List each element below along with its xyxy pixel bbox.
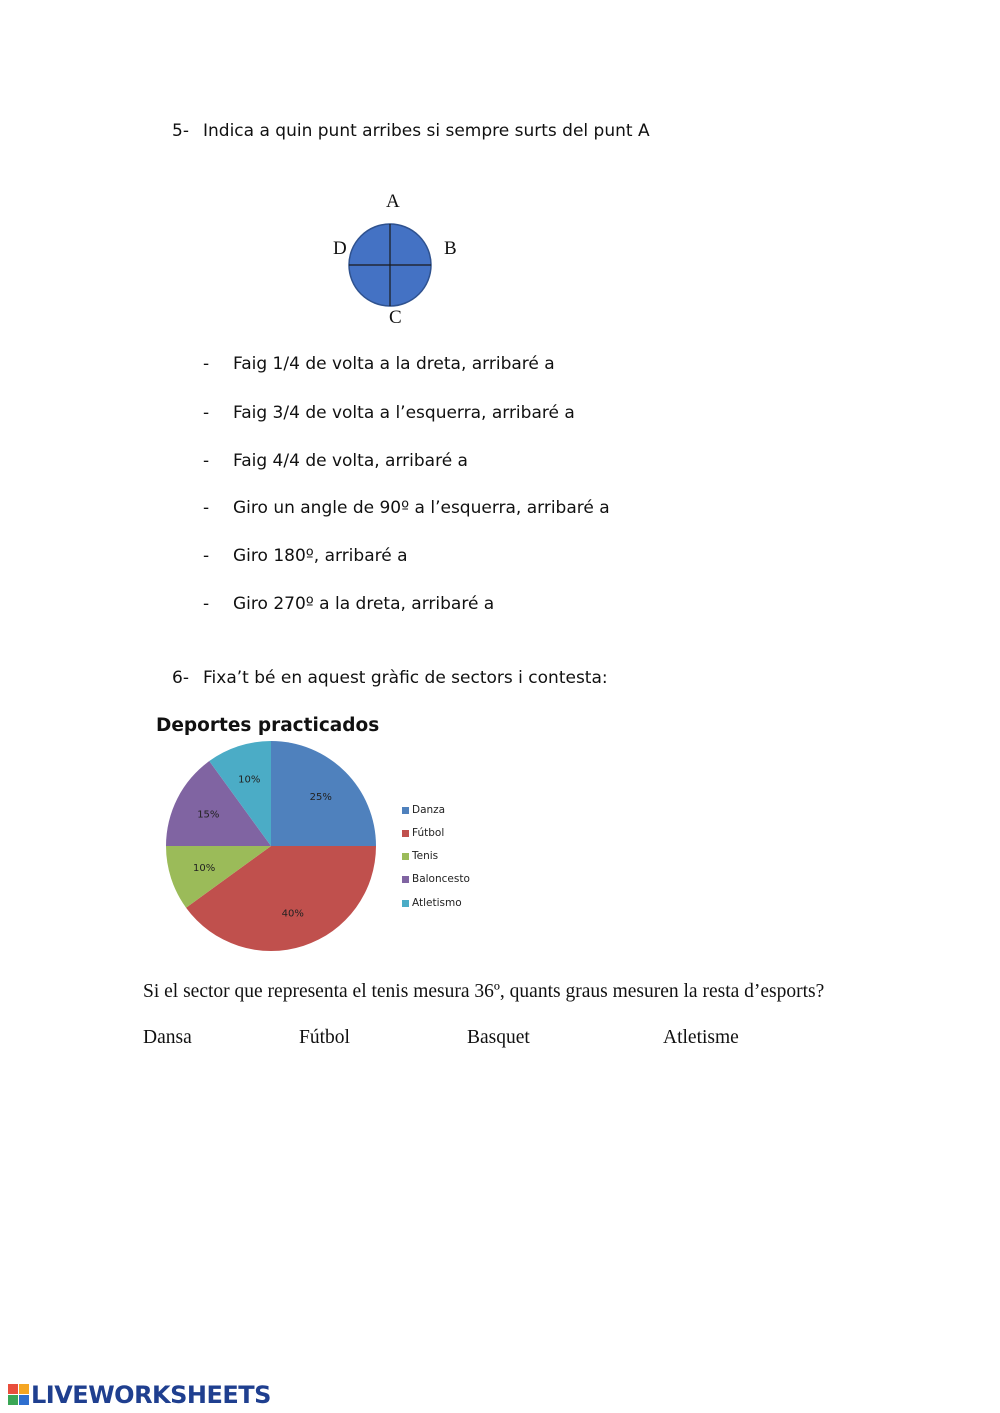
point-c-label: C	[389, 307, 402, 328]
legend-swatch	[402, 853, 409, 860]
list-item-text: Giro 270º a la dreta, arribaré a	[233, 594, 495, 614]
answer-label-atletisme: Atletisme	[663, 1027, 739, 1048]
answer-label-dansa: Dansa	[143, 1027, 192, 1048]
legend-item	[402, 897, 462, 909]
list-bullet: -	[203, 403, 210, 423]
logo-blocks-icon	[8, 1384, 30, 1406]
list-item-text: Faig 4/4 de volta, arribaré a	[233, 451, 468, 471]
question-5-text: Indica a quin punt arribes si sempre surts del punt A	[203, 121, 650, 141]
legend-label: Atletismo	[412, 897, 462, 909]
legend-item	[402, 804, 445, 816]
answer-label-basquet: Basquet	[467, 1027, 530, 1048]
legend-label: Danza	[412, 804, 446, 816]
list-item-text: Giro un angle de 90º a l’esquerra, arribaré a	[233, 498, 610, 518]
list-item-text: Faig 3/4 de volta a l’esquerra, arribaré a	[233, 403, 575, 423]
pie-data-label: 25%	[309, 791, 332, 803]
list-bullet: -	[203, 451, 210, 471]
legend-item	[402, 827, 444, 839]
list-item-text: Faig 1/4 de volta a la dreta, arribaré a	[233, 354, 555, 374]
logo-text: LIVEWORKSHEETS	[31, 1381, 271, 1409]
pie-data-label: 15%	[197, 809, 220, 821]
legend-label: Tenis	[412, 850, 439, 862]
compass-circle	[340, 218, 440, 314]
list-bullet: -	[203, 498, 210, 518]
legend-swatch	[402, 876, 409, 883]
pie-plot	[160, 735, 382, 957]
question-6-number: 6-	[172, 668, 189, 688]
pie-data-label: 10%	[238, 774, 261, 786]
legend-label: Fútbol	[412, 827, 445, 839]
point-b-label: B	[444, 238, 457, 259]
point-d-label: D	[333, 238, 347, 259]
pie-data-label: 10%	[192, 863, 216, 875]
list-bullet: -	[203, 594, 210, 614]
list-bullet: -	[203, 354, 210, 374]
legend-item	[402, 850, 438, 862]
list-bullet: -	[203, 546, 210, 566]
legend-label: Baloncesto	[412, 873, 470, 885]
point-a-label: A	[386, 191, 400, 212]
legend-item	[402, 873, 470, 885]
legend-swatch	[402, 807, 409, 814]
pie-data-label: 40%	[281, 908, 304, 920]
liveworksheets-logo	[8, 1382, 271, 1408]
legend-swatch	[402, 830, 409, 837]
chart-title: Deportes practicados	[156, 715, 380, 736]
answer-label-futbol: Fútbol	[299, 1027, 350, 1048]
list-item-text: Giro 180º, arribaré a	[233, 546, 408, 566]
question-6-text: Fixa’t bé en aquest gràfic de sectors i contesta:	[203, 668, 608, 688]
question-5-number: 5-	[172, 121, 189, 141]
degrees-question: Si el sector que representa el tenis mesura 36º, quants graus mesuren la resta d’esports?	[143, 981, 825, 1002]
legend-swatch	[402, 900, 409, 907]
